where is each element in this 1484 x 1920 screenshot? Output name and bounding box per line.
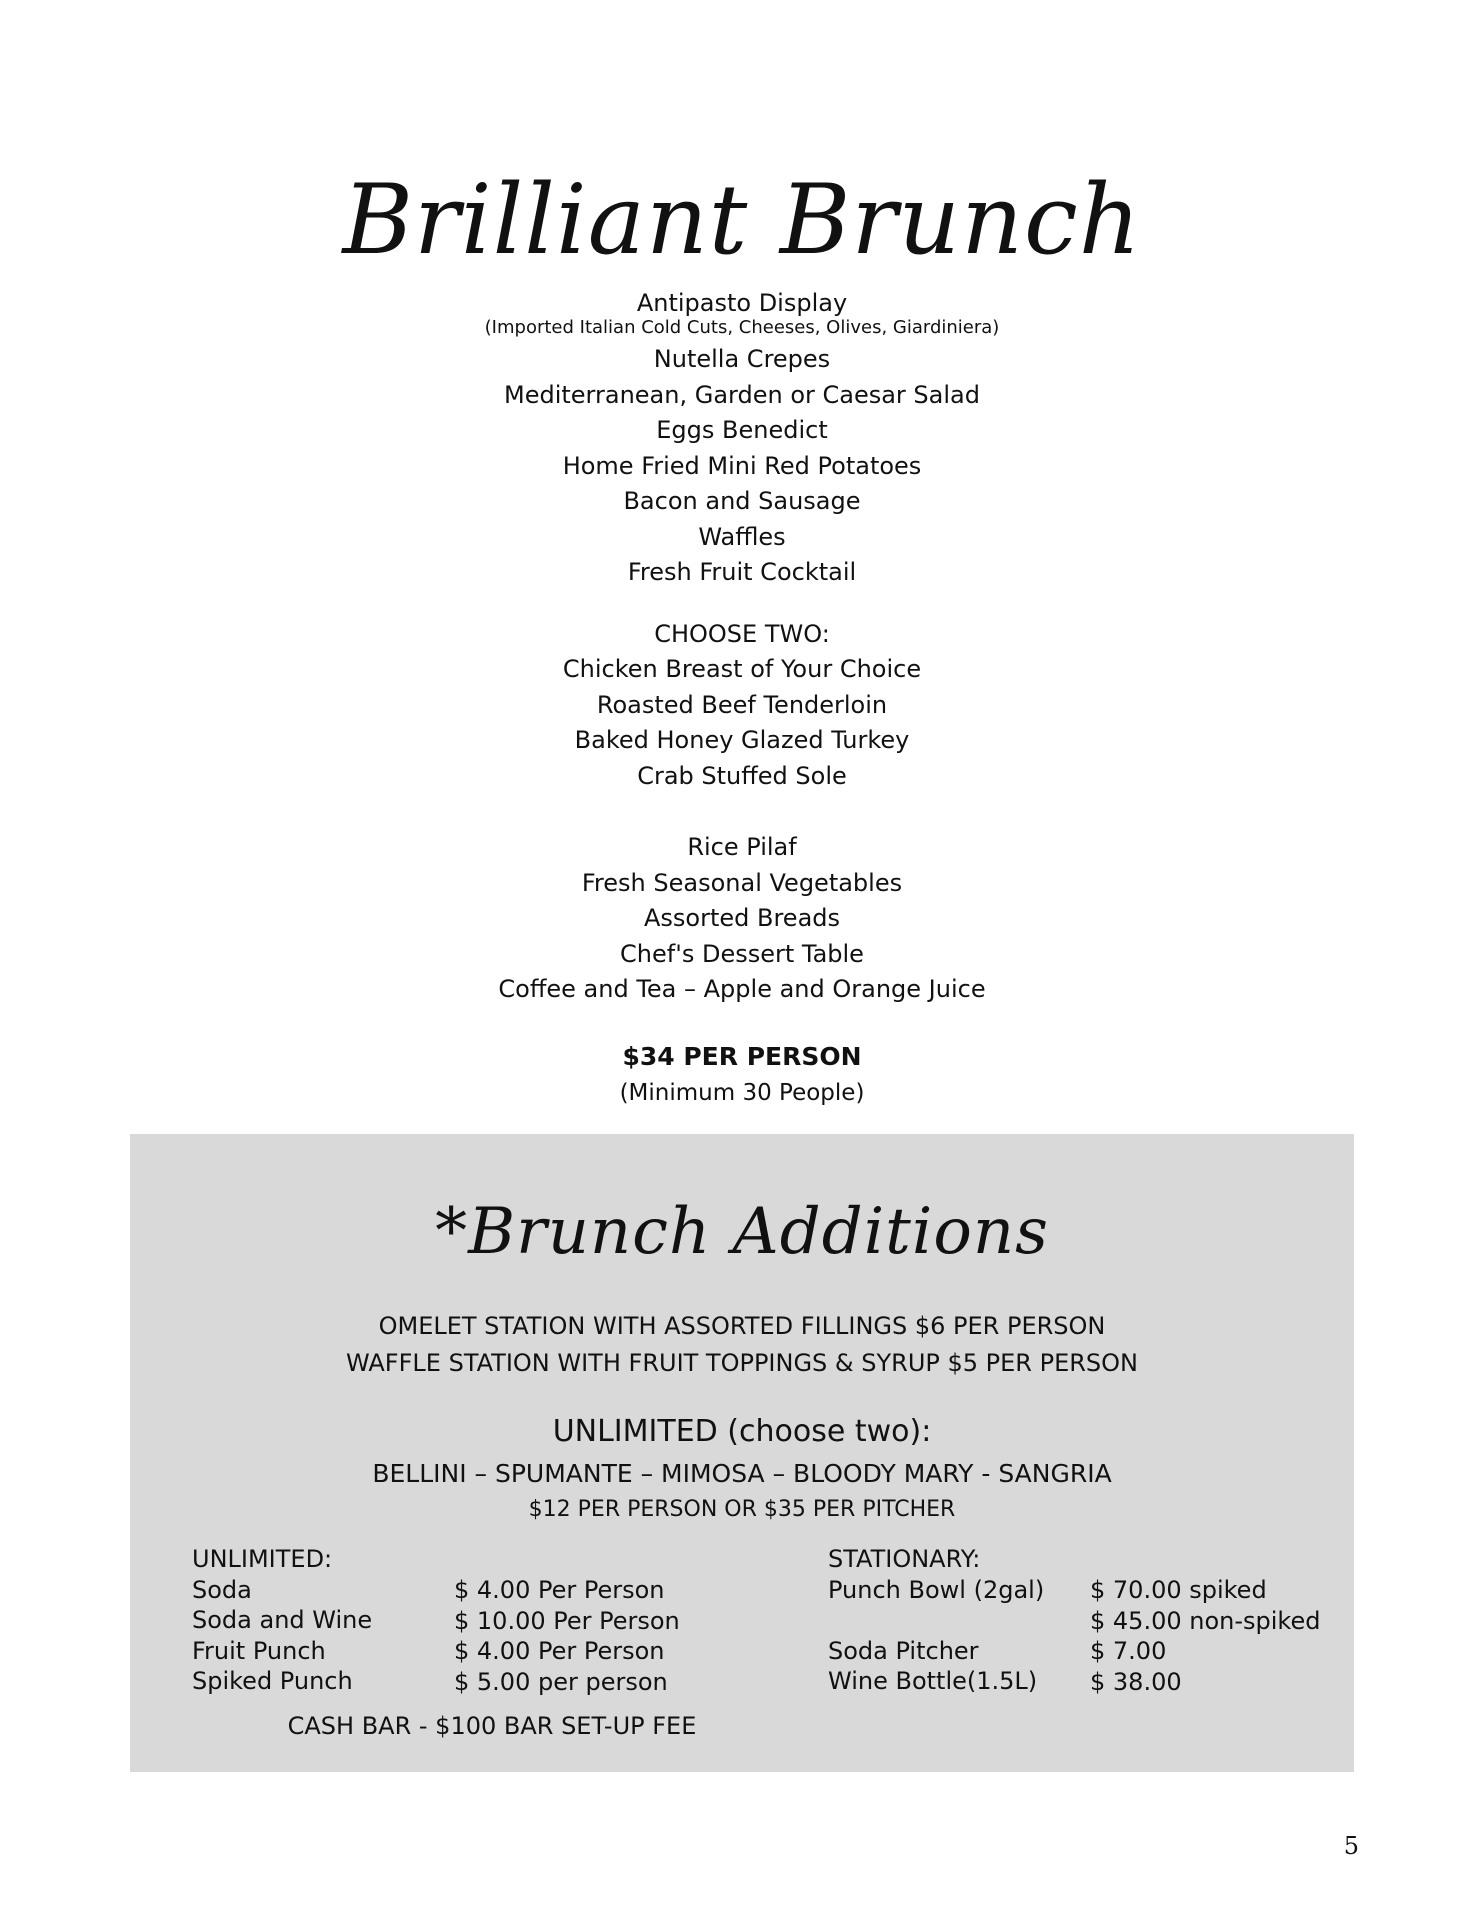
menu-item: Antipasto Display [636,289,848,317]
unlimited-price: $ 5.00 per person [454,1667,668,1696]
antipasto-note: (Imported Italian Cold Cuts, Cheeses, Olives, Giardiniera) [484,317,1000,338]
side-item: Coffee and Tea – Apple and Orange Juice [498,975,986,1003]
menu-item: Fresh Fruit Cocktail [627,558,857,586]
brunch-menu [0,288,1484,1110]
stationary-prices [1090,1575,1320,1697]
choose-heading: CHOOSE TWO: [654,619,830,648]
choose-item: Chicken Breast of Your Choice [562,655,922,683]
brunch-additions-box [130,1134,1354,1772]
drinks-price: $12 PER PERSON OR $35 PER PITCHER [528,1497,956,1522]
stationary-price: $ 70.00 spiked [1090,1576,1267,1604]
choose-item: Roasted Beef Tenderloin [596,690,888,719]
unlimited-price: $ 4.00 Per Person [454,1637,665,1665]
side-item: Assorted Breads [643,904,841,932]
side-item: Rice Pilaf [687,833,797,861]
side-item: Fresh Seasonal Vegetables [581,868,903,897]
stationary-label: Soda Pitcher [828,1636,979,1665]
unlimited-labels [192,1544,372,1697]
choose-item: Baked Honey Glazed Turkey [574,726,910,754]
unlimited-label: Spiked Punch [192,1667,353,1695]
side-item: Chef's Dessert Table [620,939,864,968]
unlimited-label: Fruit Punch [192,1636,326,1665]
price-per-person: $34 PER PERSON [622,1041,862,1071]
menu-item: Nutella Crepes [653,345,831,373]
waffle-station: WAFFLE STATION WITH FRUIT TOPPINGS & SYRUP $5 PER PERSON [345,1349,1139,1377]
unlimited-prices [454,1575,680,1697]
omelet-station: OMELET STATION WITH ASSORTED FILLINGS $6 PER PERSON [378,1312,1106,1340]
stationary-label: Punch Bowl (2gal) [828,1575,1045,1604]
additions-title: *Brunch Additions [435,1195,1049,1269]
stationary-label: Wine Bottle(1.5L) [828,1667,1038,1695]
menu-item: Eggs Benedict [656,416,828,444]
menu-item: Bacon and Sausage [623,487,861,515]
stationary-price: $ 45.00 non-spiked [1090,1606,1321,1635]
unlimited-price: $ 4.00 Per Person [454,1576,665,1604]
minimum-note: (Minimum 30 People) [619,1079,865,1106]
stationary-price: $ 38.00 [1090,1667,1182,1696]
unlimited-choose-heading: UNLIMITED (choose two): [552,1414,932,1449]
choose-item: Crab Stuffed Sole [637,761,847,790]
stationary-price: $ 7.00 [1090,1637,1167,1665]
unlimited-label: Soda [192,1575,252,1604]
menu-item: Waffles [698,522,786,551]
page-number: 5 [1343,1832,1359,1860]
unlimited-heading: UNLIMITED: [192,1545,333,1573]
unlimited-label: Soda and Wine [192,1606,373,1634]
menu-item: Home Fried Mini Red Potatoes [562,451,922,480]
unlimited-price: $ 10.00 Per Person [454,1606,680,1635]
drinks-list: BELLINI – SPUMANTE – MIMOSA – BLOODY MARY - SANGRIA [372,1459,1112,1488]
cash-bar-fee: CASH BAR - $100 BAR SET-UP FEE [287,1712,697,1740]
stationary-labels [828,1544,1044,1697]
page-title: Brilliant Brunch [342,164,1142,276]
stationary-label [828,1605,1044,1636]
menu-item: Mediterranean, Garden or Caesar Salad [504,380,980,409]
stationary-heading: STATIONARY: [828,1545,981,1573]
